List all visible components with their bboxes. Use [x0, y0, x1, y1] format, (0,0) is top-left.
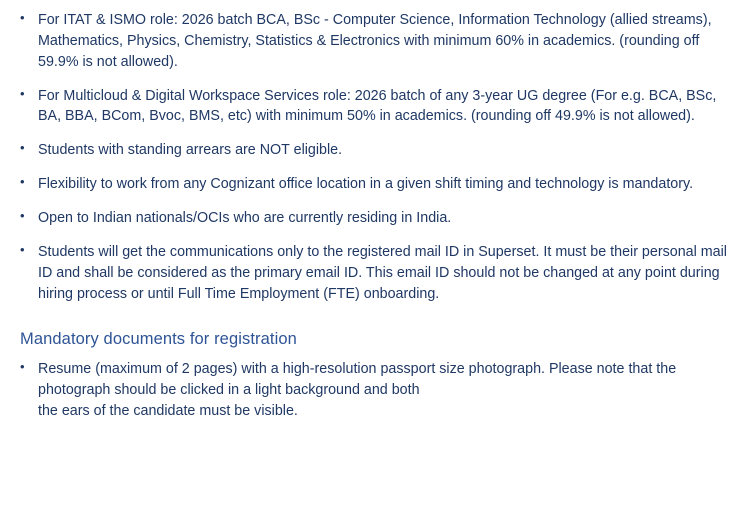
- bullet-text: Flexibility to work from any Cognizant office location in a given shift timing and technology is mandatory.: [38, 176, 694, 193]
- list-item: [16, 10, 729, 73]
- bullet-text: For ITAT & ISMO role: 2026 batch BCA, BSc - Computer Science, Information Technology (allied streams), Mathematics, Physics, Chemistry, Statistics & Electronics with minimum 60% in academics. (rounding off 59.9% is not allowed).: [38, 12, 712, 70]
- bullet-text: Students with standing arrears are NOT eligible.: [38, 142, 343, 159]
- bullet-text: Open to Indian nationals/OCIs who are currently residing in India.: [38, 210, 452, 227]
- list-item: [16, 208, 729, 229]
- bullet-text-line-2: the ears of the candidate must be visible.: [38, 403, 298, 420]
- bullet-text: Students will get the communications only to the registered mail ID in Superset. It must be their personal mail ID and shall be considered as the primary email ID. This email ID should not be changed at any point during hiring process or until Full Time Employment (FTE) onboarding.: [38, 243, 727, 302]
- list-item: [16, 140, 729, 161]
- list-item: [16, 242, 729, 305]
- eligibility-criteria-list: [16, 10, 729, 304]
- bullet-text-line-1: • Resume (maximum of 2 pages) with a high-resolution passport size photograph. Please note that the photograph should be clicked in a light background and both: [38, 361, 677, 399]
- bullet-text: For Multicloud & Digital Workspace Services role: 2026 batch of any 3-year UG degree (For e.g. BCA, BSc, BA, BBA, BCom, Bvoc, BMS, etc) with minimum 50% in academics. (rounding off 49.9% is not allowed).: [38, 87, 717, 125]
- mandatory-documents-list: [16, 359, 729, 422]
- section-heading-mandatory-documents: Mandatory documents for registration: [20, 330, 297, 349]
- list-item: [16, 86, 729, 128]
- list-item: [16, 174, 729, 195]
- list-item: [16, 359, 729, 422]
